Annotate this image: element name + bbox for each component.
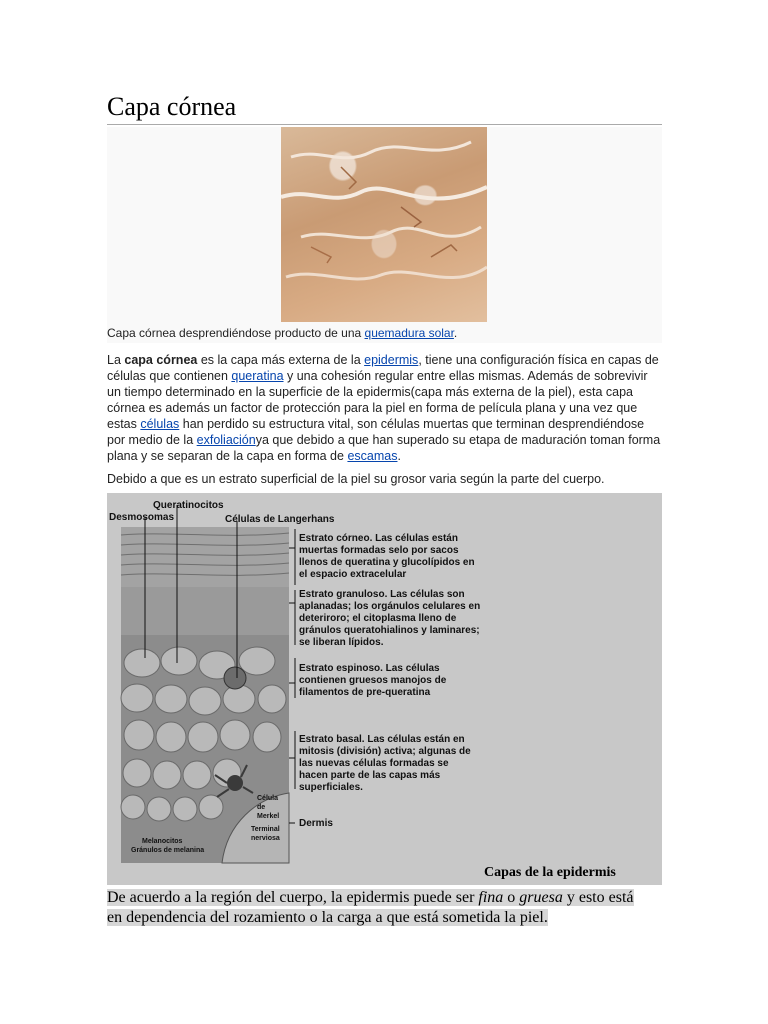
region-paragraph <box>107 888 647 928</box>
desc-estrato-granuloso: Estrato granuloso. Las células son aplanadas; los orgánulos celulares en deteriroro; el citoplasma lleno de gránulos queratohialinos y laminares; se liberan lípidos. <box>299 589 481 648</box>
label-dermis: Dermis <box>299 818 333 829</box>
bold-term: capa córnea <box>124 353 198 367</box>
text-fragment: La <box>107 353 125 367</box>
stratum-granulosum-band <box>121 587 289 635</box>
diagram-caption: Capas de la epidermis <box>484 865 616 880</box>
text-fragment: y una cohesión regular entre ellas mismas. Además de sobrevivir un tiempo determinado en la superficie de la epidermis(capa más externa de la piel), esta capa córnea es además un factor de protección para la piel en forma de película plana y una vez que estas <box>107 369 648 431</box>
italic-gruesa: gruesa <box>519 889 563 906</box>
text-fragment: , tiene una configuración física en capas de células que contienen <box>107 353 659 383</box>
link-celulas[interactable]: células <box>140 417 180 431</box>
label-melanocitos: Melanocitos <box>142 838 183 845</box>
text-fragment: han perdido su estructura vital, son células muertas que terminan desprendiéndose por medio de la <box>107 417 645 447</box>
figure-sunburn <box>107 127 662 343</box>
stratum-corneum-band <box>121 527 289 587</box>
link-quemadura-solar[interactable]: quemadura solar <box>364 326 454 340</box>
label-langerhans: Células de Langerhans <box>225 514 335 525</box>
text-fragment: . <box>397 449 401 463</box>
peeling-skin-photo <box>281 127 487 322</box>
desc-estrato-espinoso: Estrato espinoso. Las células contienen gruesos manojos de filamentos de pre-queratina <box>299 663 447 698</box>
label-terminal-nerviosa: Terminal nerviosa <box>251 826 280 842</box>
caption-end: . <box>453 326 458 340</box>
link-epidermis[interactable]: epidermis <box>364 353 419 367</box>
text-fragment: es la capa más externa de la <box>197 353 365 367</box>
epidermis-diagram <box>107 493 662 885</box>
italic-fina: fina <box>478 889 504 906</box>
page-title: Capa córnea <box>107 92 662 125</box>
link-escamas[interactable]: escamas <box>347 449 398 463</box>
desc-estrato-corneo: Estrato córneo. Las células están muertas formadas selo por sacos llenos de queratina y glucolípidos en el espacio extracelular <box>299 533 475 580</box>
figure-caption <box>107 326 662 340</box>
text-fragment: ya que debido a que han superado su etapa de maduración toman forma plana y se separan de la capa en forma de <box>107 433 661 463</box>
desc-estrato-basal: Estrato basal. Las células están en mitosis (división) activa; algunas de las nuevas células formadas se hacen parte de las capas más superficiales. <box>299 734 471 793</box>
text-fragment: o <box>503 889 520 906</box>
text-fragment: y esto está en dependencia del rozamiento o la carga a que está sometida la piel. <box>107 889 634 926</box>
link-exfoliacion[interactable]: exfoliación <box>196 433 256 447</box>
peeling-skin-texture <box>281 127 487 322</box>
label-celula-merkel: Célula de Merkel <box>257 795 280 820</box>
intro-paragraph <box>107 352 662 464</box>
label-desmosomas: Desmosomas <box>109 512 175 523</box>
link-queratina[interactable]: queratina <box>231 369 284 383</box>
langerhans-cell <box>224 667 246 689</box>
label-queratinocitos: Queratinocitos <box>153 500 224 511</box>
caption-text: Capa córnea desprendiéndose producto de una <box>107 326 365 340</box>
thickness-paragraph: Debido a que es un estrato superficial de la piel su grosor varia según la parte del cuerpo. <box>107 472 605 486</box>
text-fragment: De acuerdo a la región del cuerpo, la epidermis puede ser <box>107 889 479 906</box>
label-granulos-melanina: Gránulos de melanina <box>131 847 205 854</box>
